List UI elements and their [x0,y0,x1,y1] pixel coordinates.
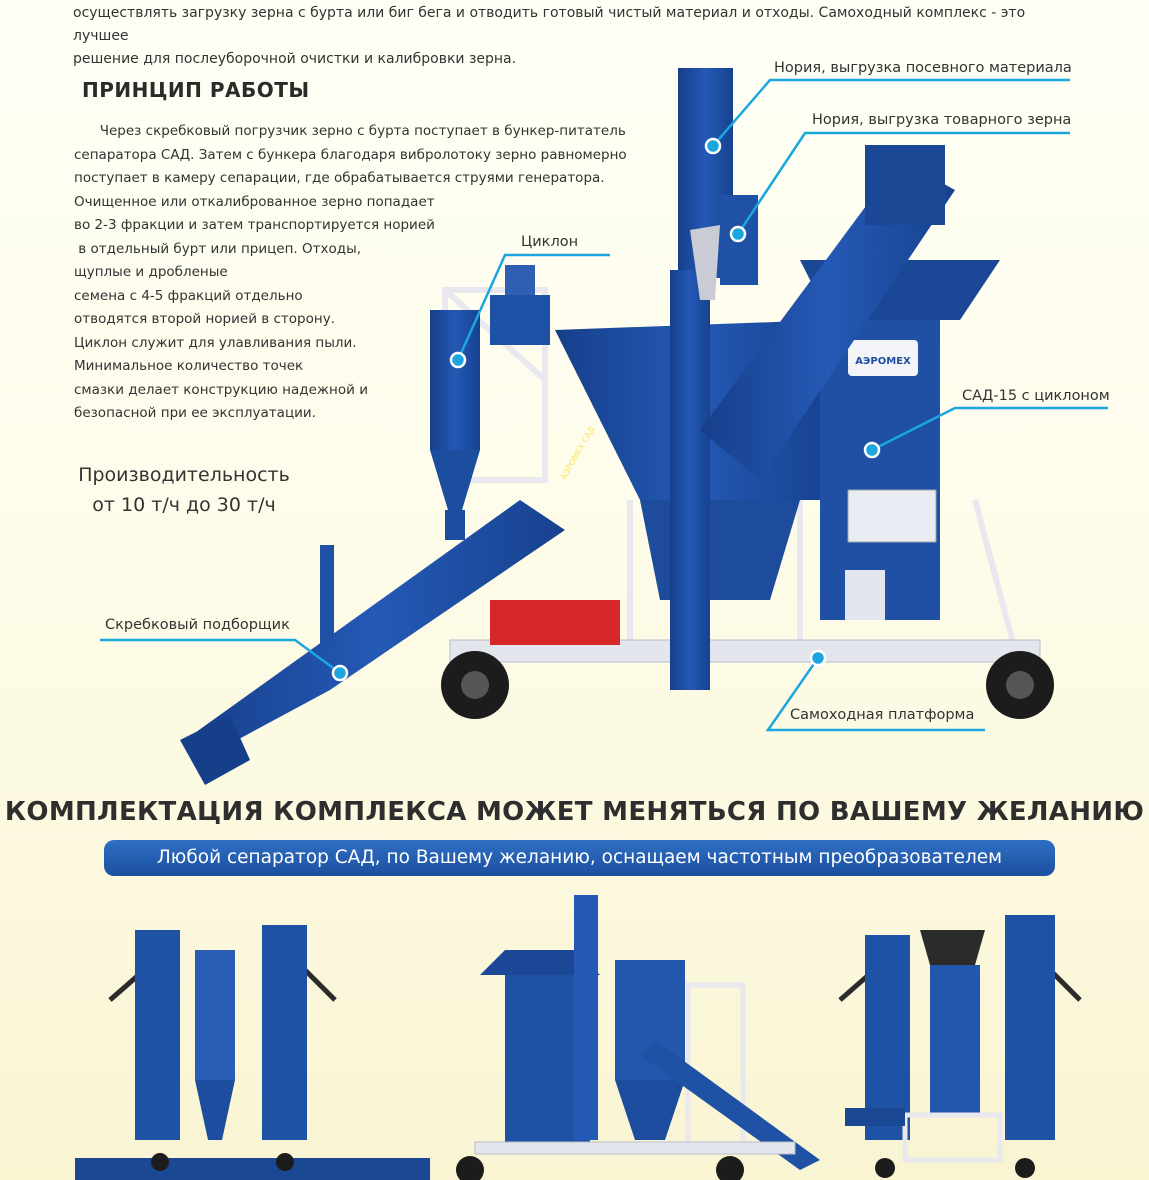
principle-line: Через скребковый погрузчик зерно с бурта поступает в бункер-питатель [74,123,626,139]
principle-line: в отдельный бурт или прицеп. Отходы, [74,240,362,257]
principle-line: во 2-3 фракции и затем транспортируется норией [74,217,435,233]
productivity-value: от 10 т/ч до 30 т/ч [92,494,276,516]
callout-dot [333,666,347,680]
principle-line: семена с 4-5 фракций отдельно [74,287,303,304]
callout-dot [706,139,720,153]
label-sad15: САД-15 с циклоном [962,388,1110,404]
principle-line: Минимальное количество точек [74,358,304,374]
label-scraper: Скребковый подборщик [105,617,290,633]
productivity-label: Производительность [78,464,290,486]
principle-line: поступает в камеру сепарации, где обрабатывается струями генератора. [74,170,605,186]
principle-line: Циклон служит для улавливания пыли. [74,334,357,351]
principle-title: ПРИНЦИП РАБОТЫ [82,78,310,102]
callout-dot [865,443,879,457]
config-variant-1 [75,925,430,1180]
principle-line: отводятся второй норией в сторону. [74,311,335,327]
callout-dot [451,353,465,367]
label-platform: Самоходная платформа [790,707,975,723]
principle-line: щуплые и дробленые [74,264,228,280]
motor-guard [845,570,885,620]
label-noria-seed: Нория, выгрузка посевного материала [774,60,1072,76]
config-banner: Любой сепаратор САД, по Вашему желанию, оснащаем частотным преобразователем [104,840,1055,876]
intro-line-2: решение для послеуборочной очистки и калибровки зерна. [73,51,517,67]
principle-line: сепаратора САД. Затем с бункера благодаря вибролотоку зерно равномерно [74,146,627,163]
callout-dot [811,651,825,665]
logo-text: АЭРОМЕХ [855,356,911,367]
principle-line: смазки делает конструкцию надежной и [74,381,368,398]
label-noria-grain: Нория, выгрузка товарного зерна [812,112,1072,128]
config-heading: КОМПЛЕКТАЦИЯ КОМПЛЕКСА МОЖЕТ МЕНЯТЬСЯ ПО ВАШЕМУ ЖЕЛАНИЮ [4,797,1145,827]
intro-line-1: осуществлять загрузку зерна с бурта или биг бега и отводить готовый чистый материал и отходы. Самоходный комплекс - это лучшее [73,5,1026,44]
config-variant-2 [456,895,820,1180]
control-panel [848,490,936,542]
engine-red [490,600,620,645]
callout-dot [731,227,745,241]
principle-line: Очищенное или откалиброванное зерно попадает [74,193,435,210]
config-variant-3 [840,915,1080,1178]
principle-line: безопасной при ее эксплуатации. [74,405,316,421]
config-thumbnails [0,880,1149,1180]
label-cyclone: Циклон [521,234,579,250]
machine-sign: АЭРОМЕХ САД [558,424,597,481]
